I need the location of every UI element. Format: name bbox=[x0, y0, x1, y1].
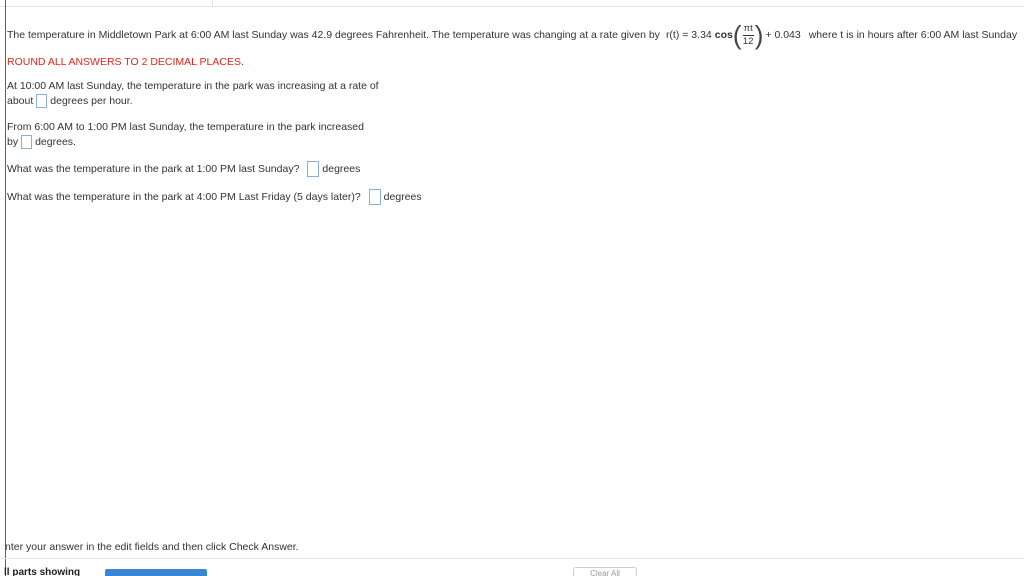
answer-field-1[interactable] bbox=[36, 94, 47, 108]
clear-all-button[interactable]: Clear All bbox=[573, 567, 637, 576]
right-paren: ) bbox=[754, 20, 764, 50]
left-paren: ( bbox=[732, 20, 742, 50]
question-intro: The temperature in Middletown Park at 6:00 AM last Sunday was 42.9 degrees Fahrenheit. The temperature was changing at a rate given by bbox=[7, 29, 660, 41]
parts-showing-label: ll parts showing bbox=[4, 567, 81, 576]
fraction-numerator: πt bbox=[743, 22, 753, 34]
part-4-text: What was the temperature in the park at 4:00 PM Last Friday (5 days later)? bbox=[7, 190, 361, 203]
check-answer-button[interactable] bbox=[105, 569, 207, 576]
part-1-text: At 10:00 AM last Sunday, the temperature in the park was increasing at a rate of bbox=[7, 80, 379, 92]
top-divider bbox=[0, 6, 1024, 7]
part-3-text: What was the temperature in the park at 1:00 PM last Sunday? bbox=[7, 162, 300, 175]
answer-instructions: nter your answer in the edit fields and then click Check Answer. bbox=[5, 541, 299, 553]
question-statement bbox=[7, 20, 1017, 50]
answer-field-3[interactable] bbox=[307, 161, 319, 177]
formula-fraction bbox=[743, 24, 754, 47]
part-2-after: degrees. bbox=[35, 136, 76, 148]
formula-prefix: r(t) = 3.34 bbox=[665, 29, 712, 41]
fraction-denominator: 12 bbox=[742, 35, 754, 47]
part-2-text: From 6:00 AM to 1:00 PM last Sunday, the temperature in the park increased bbox=[7, 121, 364, 133]
answer-field-2[interactable] bbox=[21, 135, 32, 149]
part-1 bbox=[7, 79, 379, 109]
rate-formula bbox=[666, 22, 801, 48]
rounding-instruction: ROUND ALL ANSWERS TO 2 DECIMAL PLACES. bbox=[7, 56, 244, 68]
part-1-before: about bbox=[7, 95, 34, 107]
left-accent-rule bbox=[5, 0, 6, 576]
part-3-after: degrees bbox=[322, 162, 361, 175]
part-4-after: degrees bbox=[383, 190, 422, 203]
part-3 bbox=[7, 161, 360, 177]
footer-divider bbox=[0, 558, 1024, 559]
part-2 bbox=[7, 120, 364, 150]
top-divider-tick bbox=[212, 0, 213, 6]
answer-field-4[interactable] bbox=[369, 189, 381, 205]
part-2-before: by bbox=[7, 136, 19, 148]
formula-function: cos bbox=[714, 29, 733, 41]
question-after: where t is in hours after 6:00 AM last Sunday bbox=[808, 29, 1018, 41]
formula-suffix: + 0.043 bbox=[765, 29, 801, 41]
part-1-after: degrees per hour. bbox=[50, 95, 133, 107]
part-4 bbox=[7, 189, 422, 205]
